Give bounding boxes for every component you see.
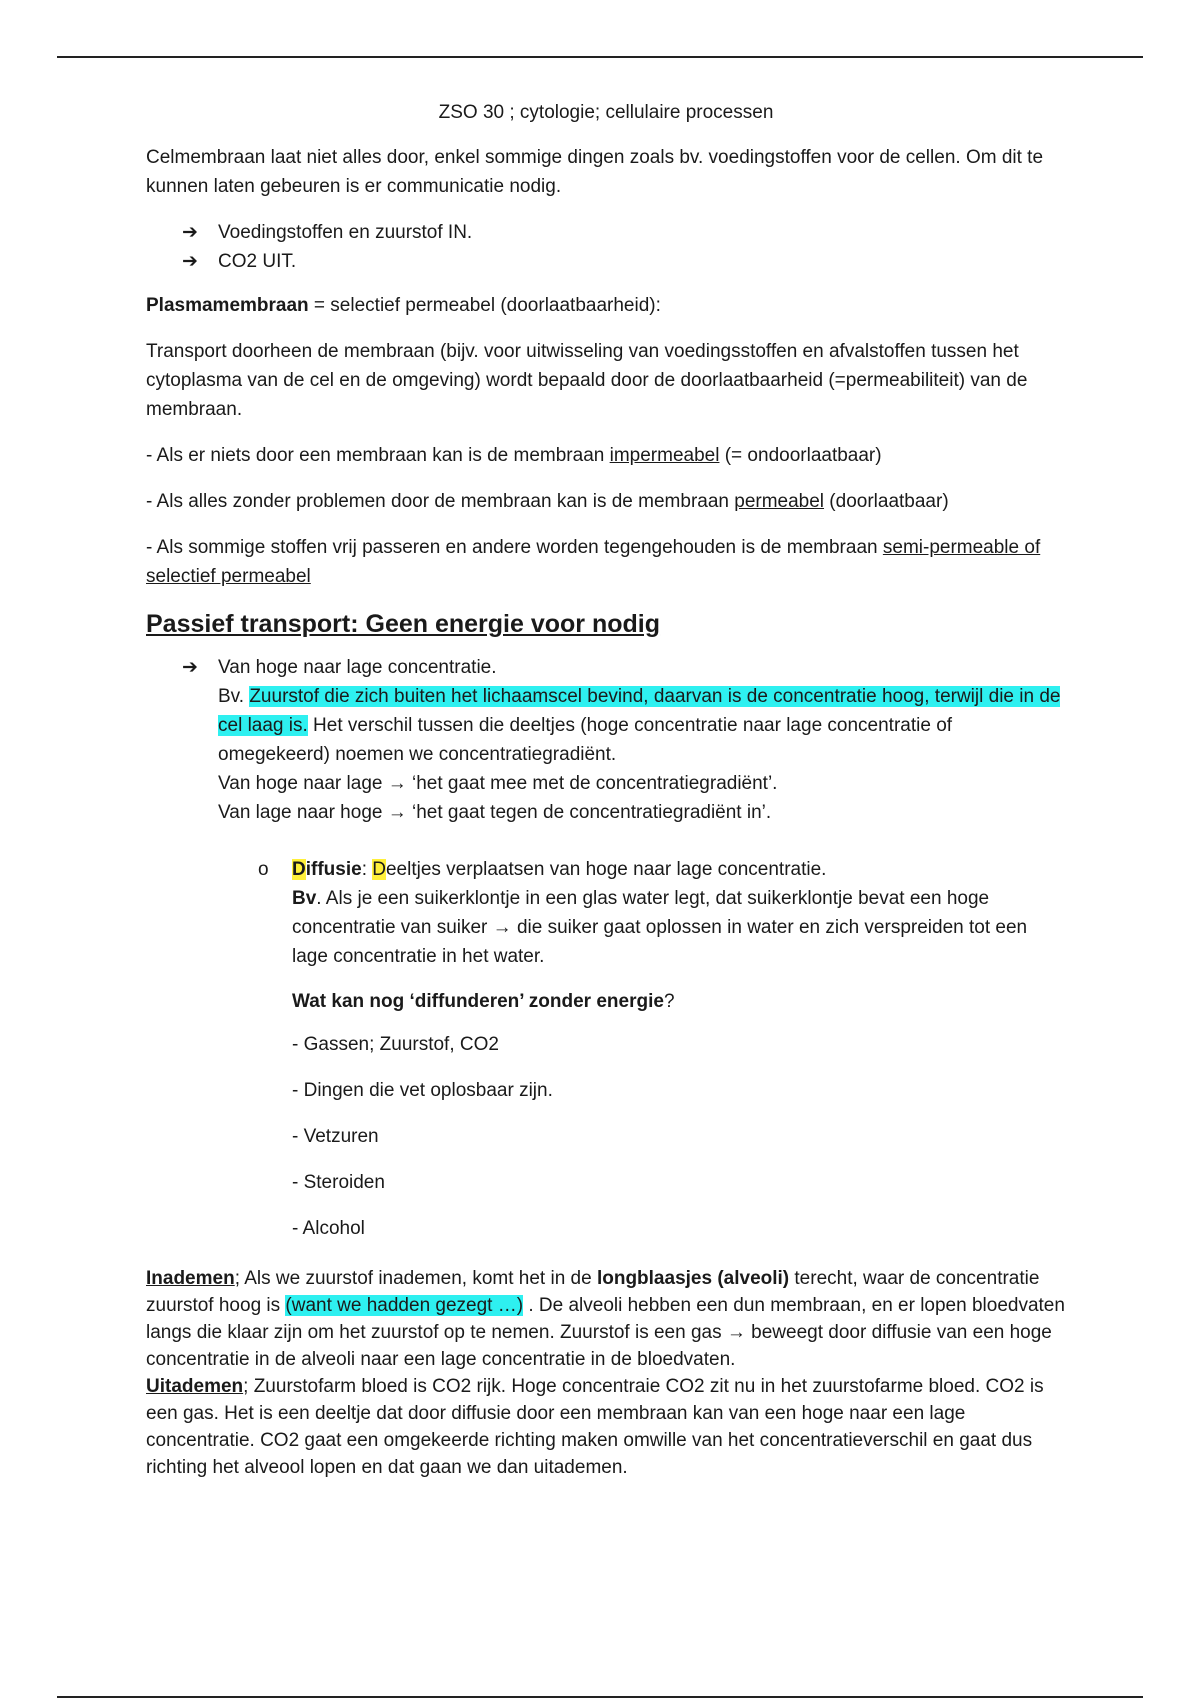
bv-label: Bv.: [218, 686, 250, 707]
passive-lead: Van hoge naar lage concentratie.: [218, 657, 497, 678]
def-term: impermeabel: [609, 445, 720, 466]
paragraph-text: . De alveoli hebben een dun membraan, en er lopen bloedvaten langs die klaar zijn om het zuurstof op te nemen. Zuurstof is een gas: [146, 1295, 1065, 1343]
list-item-text: CO2 UIT.: [218, 251, 297, 272]
right-arrow-icon: →: [726, 1322, 746, 1343]
arrow-icon: ➔: [182, 251, 198, 272]
right-arrow-icon: →: [492, 917, 512, 938]
colon: :: [361, 859, 373, 880]
def-term: semi-permeable of selectief permeabel: [146, 537, 1041, 587]
passive-transport-block: [182, 653, 1066, 827]
bv-label: Bv: [292, 888, 317, 909]
paragraph-text: terecht, waar de concentratie zuurstof hoog is: [146, 1268, 1040, 1316]
intro-paragraph: Celmembraan laat niet alles door, enkel sommige dingen zoals bv. voedingstoffen voor de cellen. Om dit te kunnen laten gebeuren is er communicatie nodig.: [146, 147, 1044, 197]
alveoli-term: longblaasjes (alveoli): [596, 1268, 790, 1289]
plasma-definition: [146, 291, 1066, 320]
document-body: [146, 98, 1066, 1481]
def-text: - Als alles zonder problemen door de membraan kan is de membraan: [146, 491, 735, 512]
arrow-list: [182, 218, 1066, 276]
list-item: - Gassen; Zuurstof, CO2: [292, 1034, 499, 1055]
diffusie-block: [258, 855, 1066, 1243]
plasma-term: Plasmamembraan: [146, 295, 309, 316]
transport-paragraph: Transport doorheen de membraan (bijv. voor uitwisseling van voedingsstoffen en afvalstoffen tussen het cytoplasma van de cel en de omgeving) wordt bepaald door de doorlaatbaarheid (=permeabiliteit) van de membraan.: [146, 341, 1028, 420]
diffusie-question: [292, 987, 1066, 1016]
paragraph-text: ; Als we zuurstof inademen, komt het in de: [234, 1268, 597, 1289]
definition-semipermeabel: [146, 533, 1066, 591]
diffusie-term: iffusie: [305, 859, 362, 880]
page-title: ZSO 30 ; cytologie; cellulaire processen: [438, 102, 774, 123]
highlighted-text: Zuurstof die zich buiten het lichaamscel bevind, daarvan is de concentratie hoog, terwijl die in de cel laag is.: [218, 686, 1061, 736]
list-item: [182, 218, 1066, 247]
def-text: (= ondoorlaatbaar): [719, 445, 882, 466]
right-arrow-icon: →: [387, 802, 407, 823]
footer-rule: [57, 1696, 1143, 1698]
def-term: permeabel: [734, 491, 825, 512]
list-item: [182, 247, 1066, 276]
inademen-paragraph: [146, 1265, 1066, 1373]
gradient-text: ‘het gaat tegen de concentratiegradiënt in’.: [406, 802, 772, 823]
arrow-icon: ➔: [182, 657, 198, 678]
diffusie-def-text: eeltjes verplaatsen van hoge naar lage concentratie.: [385, 859, 827, 880]
question-text: Wat kan nog ‘diffunderen’ zonder energie: [292, 991, 664, 1012]
question-mark: ?: [663, 991, 675, 1012]
list-item: - Dingen die vet oplosbaar zijn.: [292, 1080, 553, 1101]
uitademen-term: Uitademen: [146, 1376, 244, 1397]
breathing-section: [146, 1265, 1066, 1481]
plasma-rest: = selectief permeabel (doorlaatbaarheid):: [308, 295, 661, 316]
diffusie-definition: [292, 855, 1066, 884]
gradient-text: ‘het gaat mee met de concentratiegradiënt’.: [406, 773, 778, 794]
inademen-term: Inademen: [146, 1268, 235, 1289]
gradient-with: [218, 769, 1066, 798]
paragraph-text: ; Zuurstofarm bloed is CO2 rijk. Hoge concentraie CO2 zit nu in het zuurstofarme bloed. CO2 is een gas. Het is een deeltje dat door diffusie door een membraan kan van een hoge naar een lage concentratie. CO2 gaat een omgekeerde richting maken omwille van het concentratieverschil en gaat dus richting het alveool lopen en dat gaan we dan uitademen.: [146, 1376, 1044, 1478]
highlighted-text: (want we hadden gezegt …): [285, 1295, 524, 1316]
example-text: . Als je een suikerklontje in een glas water legt, dat suikerklontje bevat een hoge concentratie van suiker: [292, 888, 990, 938]
list-item: - Vetzuren: [292, 1126, 379, 1147]
example-text: Het verschil tussen die deeltjes (hoge concentratie naar lage concentratie of omegekeerd) noemen we concentratiegradiënt.: [218, 715, 953, 765]
list-item: - Alcohol: [292, 1218, 365, 1239]
definition-permeabel: [146, 487, 1066, 516]
highlighted-text: D: [292, 859, 306, 880]
paragraph-text: beweegt door diffusie van een hoge concentratie in de alveoli naar een lage concentratie in de bloedvaten.: [146, 1322, 1052, 1370]
gradient-text: Van hoge naar lage: [218, 773, 388, 794]
header-rule: [57, 56, 1143, 58]
def-text: - Als sommige stoffen vrij passeren en andere worden tegengehouden is de membraan: [146, 537, 883, 558]
highlighted-text: D: [372, 859, 386, 880]
section-heading: Passief transport: Geen energie voor nodig: [146, 610, 661, 638]
def-text: (doorlaatbaar): [824, 491, 949, 512]
right-arrow-icon: →: [387, 773, 407, 794]
list-item: - Steroiden: [292, 1172, 385, 1193]
bullet-icon: o: [258, 859, 269, 880]
passive-example: [218, 682, 1066, 769]
list-item-text: Voedingstoffen en zuurstof IN.: [218, 222, 473, 243]
uitademen-paragraph: [146, 1373, 1066, 1481]
example-text: die suiker gaat oplossen in water en zich verspreiden tot een lage concentratie in het water.: [292, 917, 1028, 967]
def-text: - Als er niets door een membraan kan is de membraan: [146, 445, 610, 466]
definition-impermeabel: [146, 441, 1066, 470]
diffusie-example: [292, 884, 1066, 971]
gradient-against: [218, 798, 1066, 827]
arrow-icon: ➔: [182, 222, 198, 243]
gradient-text: Van lage naar hoge: [218, 802, 388, 823]
